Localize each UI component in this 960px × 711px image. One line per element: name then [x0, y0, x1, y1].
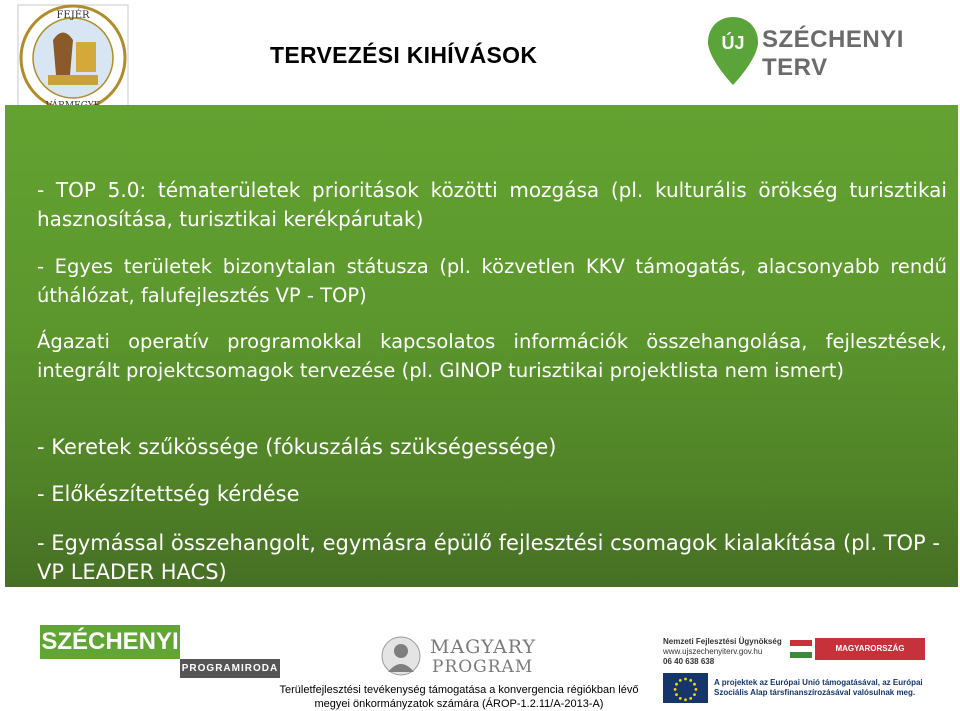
- crest-text-top: FEJÉR: [56, 10, 90, 21]
- nfu-name: Nemzeti Fejlesztési Ügynökség: [663, 637, 782, 646]
- project-caption-line1: Területfejlesztési tevékenység támogatása a konvergencia régiókban lévő: [279, 684, 639, 696]
- nfu-website: www.ujszechenyiterv.gov.hu: [663, 647, 763, 656]
- szechenyi-programiroda-logo: SZÉCHENYI: [40, 625, 180, 659]
- bullet-top-50: - TOP 5.0: tématerületek prioritások közötti mozgása (pl. kulturális örökség turisztikai hasznosítása, turisztikai kerékpárutak): [37, 178, 947, 231]
- svg-text:ÚJ: ÚJ: [721, 33, 745, 53]
- bullet-uncertain-areas: - Egyes területek bizonytalan státusza (pl. közvetlen KKV támogatás, alacsonyabb rendű úthálózat, falufejlesztés VP - TOP): [37, 255, 947, 307]
- brand-logo-text: SZÉCHENYI TERV: [762, 26, 904, 81]
- page-title: TERVEZÉSI KIHÍVÁSOK: [270, 42, 538, 68]
- bullet-sectoral-ops: Ágazati operatív programokkal kapcsolatos információk összehangolása, fejlesztések, integrált projektcsomagok tervezése (pl. GINOP turisztikai projektlista nem ismert): [37, 330, 947, 382]
- magyary-portrait-icon: [381, 636, 421, 676]
- eu-funding-line2: Szociális Alap társfinanszírozásával valósulnak meg.: [714, 688, 916, 697]
- eu-flag-icon: [663, 673, 708, 703]
- bullet-coordinated-packages: - Egymással összehangolt, egymásra épülő fejlesztési csomagok kialakítása (pl. TOP - VP LEADER HACS): [37, 531, 940, 584]
- bullet-preparedness: - Előkészítettség kérdése: [37, 482, 300, 506]
- eu-funding-line1: A projektek az Európai Unió támogatásával, az Európai: [714, 678, 923, 687]
- magyarorszag-megujul-badge: MAGYARORSZÁG MEGÚJUL: [815, 638, 925, 660]
- bullet-budget-limits: - Keretek szűkössége (fókuszálás szükségessége): [37, 435, 557, 459]
- nfu-phone: 06 40 638 638: [663, 657, 715, 666]
- hungarian-flag-icon: [790, 640, 812, 658]
- programiroda-label: PROGRAMIRODA: [180, 659, 280, 678]
- project-caption-line2: megyei önkormányzatok számára (ÁROP-1.2.11/A-2013-A): [314, 698, 604, 710]
- magyary-program-title: MAGYARY: [430, 636, 537, 658]
- magyary-program-subtitle: PROGRAM: [432, 657, 534, 677]
